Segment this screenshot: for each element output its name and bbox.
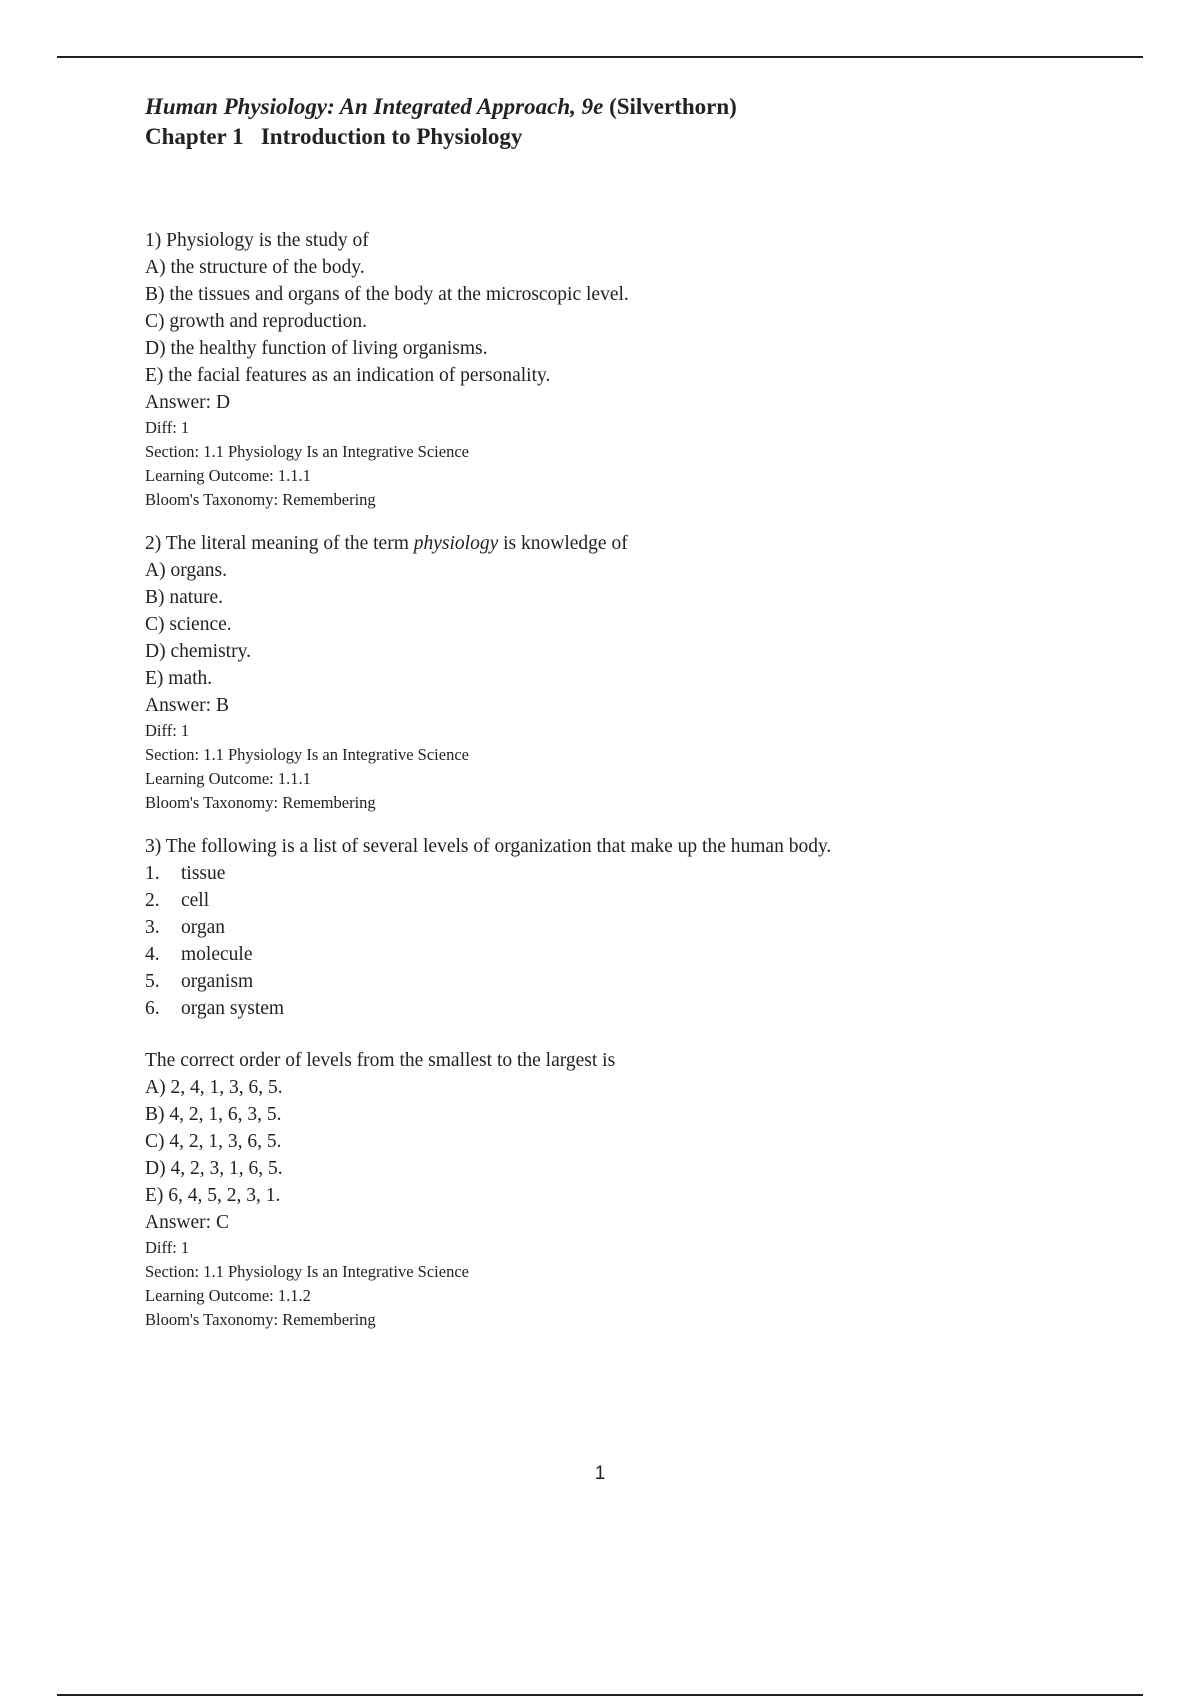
option-a: A) 2, 4, 1, 3, 6, 5. xyxy=(145,1077,283,1098)
question-prompt: The correct order of levels from the smallest to the largest is xyxy=(145,1050,616,1071)
difficulty: Diff: 1 xyxy=(145,418,190,437)
blooms-taxonomy: Bloom's Taxonomy: Remembering xyxy=(145,793,376,812)
blooms-taxonomy: Bloom's Taxonomy: Remembering xyxy=(145,490,376,509)
list-item xyxy=(145,914,1145,941)
answer: Answer: C xyxy=(145,1212,229,1233)
option-d: D) chemistry. xyxy=(145,641,251,662)
stem-text: 2) The literal meaning of the term xyxy=(145,533,414,554)
option-e: E) 6, 4, 5, 2, 3, 1. xyxy=(145,1185,281,1206)
book-author: (Silverthorn) xyxy=(603,94,737,119)
option-b: B) nature. xyxy=(145,587,223,608)
question-stem: 3) The following is a list of several levels of organization that make up the human body. xyxy=(145,836,832,857)
answer: Answer: B xyxy=(145,695,229,716)
list-text: organ system xyxy=(181,998,285,1019)
question-list xyxy=(145,227,1145,1350)
list-text: organism xyxy=(181,971,254,992)
question-3 xyxy=(145,833,1145,1332)
list-number: 6. xyxy=(145,998,160,1019)
option-b: B) the tissues and organs of the body at the microscopic level. xyxy=(145,284,629,305)
list-text: cell xyxy=(181,890,210,911)
list-number: 4. xyxy=(145,944,160,965)
question-2 xyxy=(145,530,1145,815)
page-number: 1 xyxy=(594,1463,606,1484)
option-c: C) growth and reproduction. xyxy=(145,311,368,332)
option-e: E) math. xyxy=(145,668,213,689)
blooms-taxonomy: Bloom's Taxonomy: Remembering xyxy=(145,1310,376,1329)
top-rule xyxy=(57,56,1143,58)
chapter-title: Chapter 1 Introduction to Physiology xyxy=(145,124,523,149)
section: Section: 1.1 Physiology Is an Integrative Science xyxy=(145,1262,469,1281)
question-1 xyxy=(145,227,1145,512)
difficulty: Diff: 1 xyxy=(145,1238,190,1257)
option-c: C) science. xyxy=(145,614,232,635)
section: Section: 1.1 Physiology Is an Integrative Science xyxy=(145,745,469,764)
list-number: 5. xyxy=(145,971,160,992)
learning-outcome: Learning Outcome: 1.1.2 xyxy=(145,1286,311,1305)
document-header xyxy=(145,92,737,152)
organization-levels-list xyxy=(145,860,1145,1022)
list-item xyxy=(145,968,1145,995)
stem-term: physiology xyxy=(413,533,499,554)
learning-outcome: Learning Outcome: 1.1.1 xyxy=(145,769,311,788)
book-title-line xyxy=(145,92,737,122)
list-text: molecule xyxy=(181,944,253,965)
section: Section: 1.1 Physiology Is an Integrative Science xyxy=(145,442,469,461)
list-number: 2. xyxy=(145,890,160,911)
answer: Answer: D xyxy=(145,392,231,413)
stem-text: 1) Physiology is the study of xyxy=(145,230,369,251)
spacer xyxy=(145,1022,1145,1047)
difficulty: Diff: 1 xyxy=(145,721,190,740)
option-c: C) 4, 2, 1, 3, 6, 5. xyxy=(145,1131,282,1152)
stem-text-end: is knowledge of xyxy=(498,533,628,554)
list-item xyxy=(145,860,1145,887)
option-d: D) the healthy function of living organisms. xyxy=(145,338,488,359)
option-a: A) organs. xyxy=(145,560,227,581)
book-title: Human Physiology: An Integrated Approach, 9e xyxy=(145,94,604,119)
question-stem xyxy=(145,227,1145,254)
option-d: D) 4, 2, 3, 1, 6, 5. xyxy=(145,1158,283,1179)
learning-outcome: Learning Outcome: 1.1.1 xyxy=(145,466,311,485)
option-a: A) the structure of the body. xyxy=(145,257,365,278)
list-text: tissue xyxy=(181,863,226,884)
question-stem xyxy=(145,530,1145,557)
list-text: organ xyxy=(181,917,226,938)
list-item xyxy=(145,941,1145,968)
list-number: 1. xyxy=(145,863,160,884)
list-item xyxy=(145,995,1145,1022)
list-number: 3. xyxy=(145,917,160,938)
option-e: E) the facial features as an indication of personality. xyxy=(145,365,551,386)
option-b: B) 4, 2, 1, 6, 3, 5. xyxy=(145,1104,282,1125)
list-item xyxy=(145,887,1145,914)
bottom-rule xyxy=(57,1694,1143,1696)
